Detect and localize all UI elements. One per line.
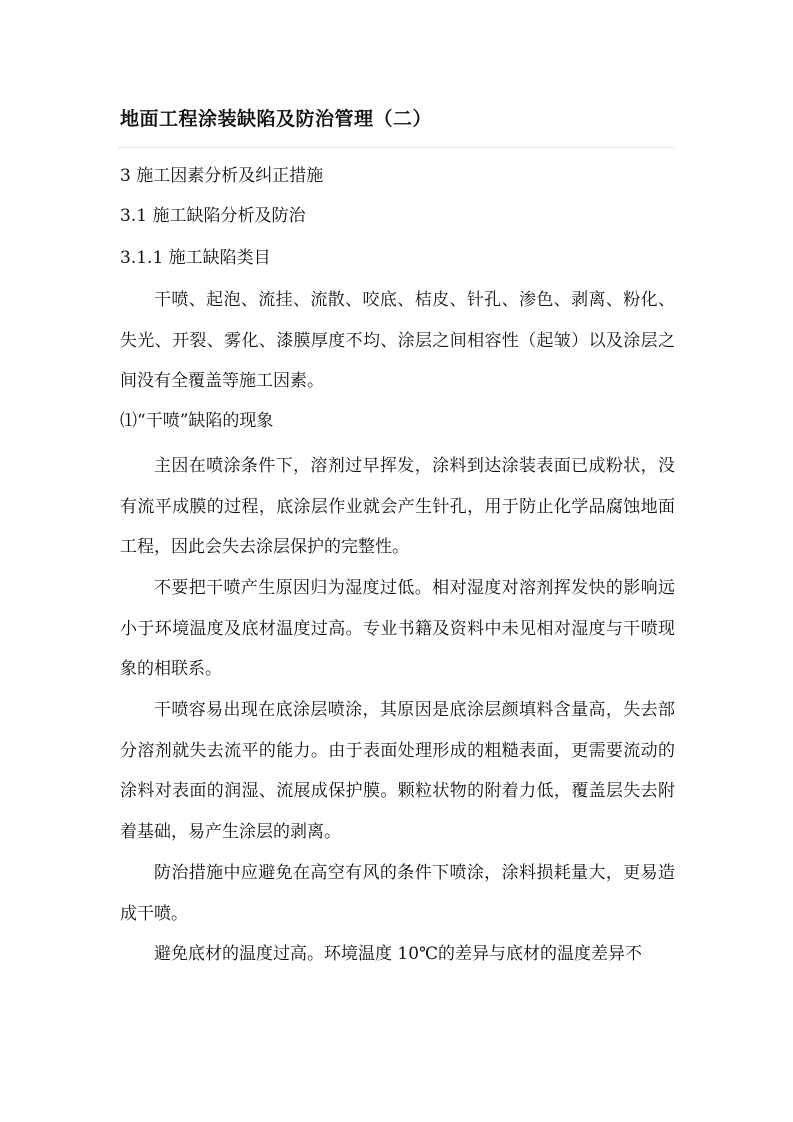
paragraph-defect-list: 干喷、起泡、流挂、流散、咬底、桔皮、针孔、渗色、剥离、粉化、失光、开裂、雾化、漆膜厚度不均、涂层之间相容性（起皱）以及涂层之间没有全覆盖等施工因素。 bbox=[120, 290, 675, 391]
paragraph-dry-spray-cause: 主因在喷涂条件下，溶剂过早挥发，涂料到达涂装表面已成粉状，没有流平成膜的过程，底涂层作业就会产生针孔，用于防止化学品腐蚀地面工程，因此会失去涂层保护的完整性。 bbox=[120, 456, 675, 557]
document-title: 地面工程涂装缺陷及防治管理（二） bbox=[120, 108, 433, 130]
paragraph-primer-layer: 干喷容易出现在底涂层喷涂，其原因是底涂层颜填料含量高，失去部分溶剂就失去流平的能力。由于表面处理形成的粗糙表面，更需要流动的涂料对表面的润湿、流展成保护膜。颗粒状物的附着力低，覆盖层失去附着基础，易产生涂层的剥离。 bbox=[120, 700, 675, 842]
section-heading-3: 3 施工因素分析及纠正措施 bbox=[120, 166, 324, 186]
item-heading-dry-spray: ⑴“干喷”缺陷的现象 bbox=[120, 411, 274, 431]
section-heading-3-1-1: 3.1.1 施工缺陷类目 bbox=[120, 248, 271, 268]
section-heading-3-1: 3.1 施工缺陷分析及防治 bbox=[120, 206, 306, 226]
paragraph-humidity: 不要把干喷产生原因归为湿度过低。相对湿度对溶剂挥发快的影响远小于环境温度及底材温度过高。专业书籍及资料中未见相对湿度与干喷现象的相联系。 bbox=[120, 578, 675, 679]
title-divider bbox=[118, 147, 675, 148]
paragraph-substrate-temperature: 避免底材的温度过高。环境温度 10℃的差异与底材的温度差异不 bbox=[154, 944, 643, 964]
paragraph-prevention: 防治措施中应避免在高空有风的条件下喷涂，涂料损耗量大，更易造成干喷。 bbox=[120, 863, 675, 924]
